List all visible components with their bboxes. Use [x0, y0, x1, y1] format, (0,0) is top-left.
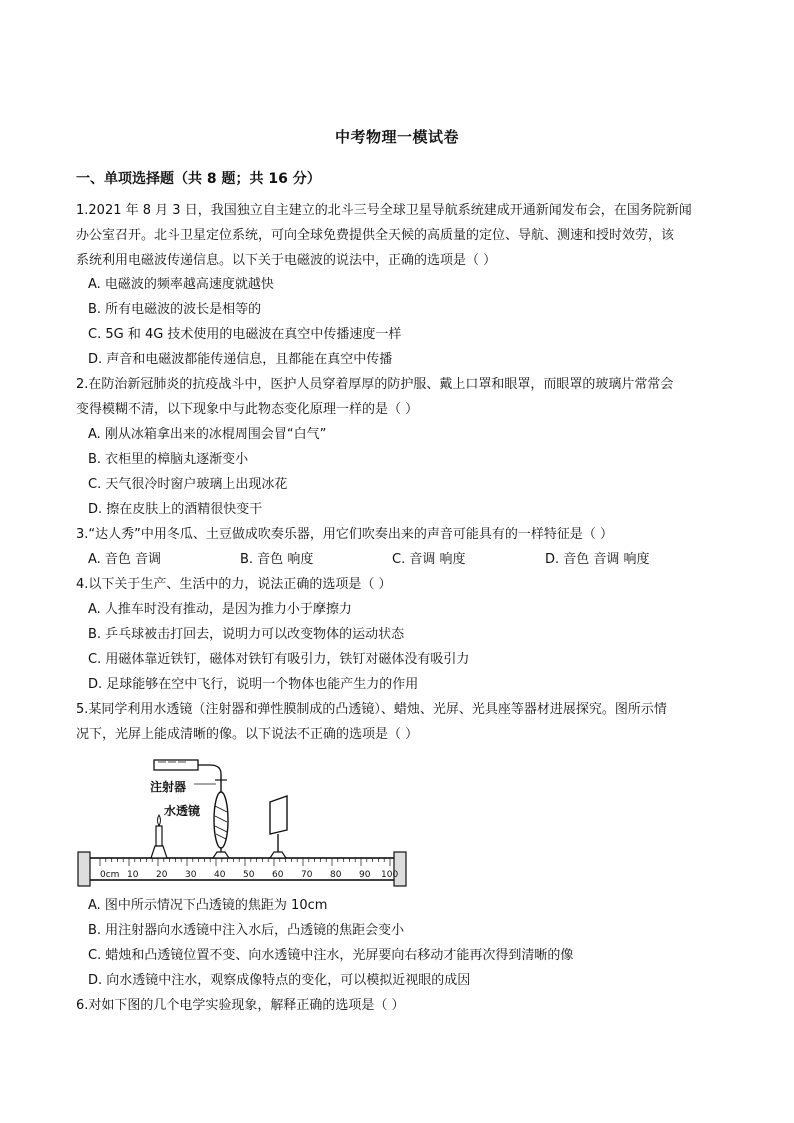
- syringe-tube: [210, 765, 221, 774]
- ruler-label-30: 30: [185, 870, 197, 880]
- q3-line-1: 3.“达人秀”中用冬瓜、土豆做成吹奏乐器，用它们吹奏出来的声音可能具有的一样特征是（ ）: [76, 527, 614, 542]
- q2-line-1: 2.在防治新冠肺炎的抗疫战斗中，医护人员穿着厚厚的防护服、戴上口罩和眼罩，而眼罩的玻璃片常常会: [76, 377, 674, 392]
- candle-holder: [151, 846, 167, 858]
- q2-option-c: C. 天气很冷时窗户玻璃上出现冰花: [88, 477, 288, 492]
- candle: [151, 815, 167, 858]
- ruler-label-20: 20: [156, 870, 168, 880]
- q2-line-2: 变得模糊不清，以下现象中与此物态变化原理一样的是（ ）: [76, 402, 419, 417]
- water-lens: [213, 774, 229, 858]
- ruler-label-80: 80: [330, 870, 342, 880]
- q3-option-c: C. 音调 响度: [392, 552, 466, 567]
- light-screen: [270, 796, 287, 858]
- q4-option-a: A. 人推车时没有推动，是因为推力小于摩擦力: [88, 602, 352, 617]
- q5-line-1: 5.某同学利用水透镜（注射器和弹性膜制成的凸透镜）、蜡烛、光屏、光具座等器材进展探究。图所示情: [76, 702, 667, 717]
- q5-option-d: D. 向水透镜中注水，观察成像特点的变化，可以模拟近视眼的成因: [88, 973, 471, 988]
- water-lens-label: 水透镜: [164, 804, 201, 818]
- light-screen-holder: [270, 852, 286, 858]
- water-lens-holder: [213, 852, 229, 858]
- page-title: 中考物理一模试卷: [334, 128, 459, 146]
- q5-line-2: 况下，光屏上能成清晰的像。以下说法不正确的选项是（ ）: [76, 727, 419, 742]
- q4-line-1: 4.以下关于生产、生活中的力，说法正确的选项是（ ）: [76, 577, 392, 592]
- q3-option-a: A. 音色 音调: [88, 552, 162, 567]
- ruler-label-70: 70: [301, 870, 313, 880]
- light-screen-panel: [270, 796, 287, 834]
- q1-option-c: C. 5G 和 4G 技术使用的电磁波在真空中传播速度一样: [88, 327, 402, 342]
- q2-option-d: D. 擦在皮肤上的酒精很快变干: [88, 502, 263, 517]
- q1-option-b: B. 所有电磁波的波长是相等的: [88, 302, 262, 317]
- q4-option-d: D. 足球能够在空中飞行，说明一个物体也能产生力的作用: [88, 677, 419, 692]
- water-lens-body: [214, 792, 228, 848]
- q1-option-a: A. 电磁波的频率越高速度就越快: [88, 277, 274, 292]
- ruler-label-100: 100: [381, 870, 399, 880]
- ruler-label-90: 90: [359, 870, 371, 880]
- q5-option-b: B. 用注射器向水透镜中注入水后，凸透镜的焦距会变小: [88, 923, 405, 938]
- optical-bench-figure: [76, 754, 408, 888]
- q1-line-3: 系统利用电磁波传递信息。以下关于电磁波的说法中，正确的选项是（ ）: [76, 253, 497, 268]
- ruler-label-10: 10: [127, 870, 139, 880]
- candle-flame: [158, 815, 161, 826]
- ruler-end-left: [78, 852, 90, 886]
- ruler-label-0: 0cm: [100, 870, 120, 880]
- q4-option-c: C. 用磁体靠近铁钉，磁体对铁钉有吸引力，铁钉对磁体没有吸引力: [88, 652, 470, 667]
- q3-option-b: B. 音色 响度: [240, 552, 314, 567]
- q1-line-1: 1.2021 年 8 月 3 日，我国独立自主建立的北斗三号全球卫星导航系统建成开通新闻发布会，在国务院新闻: [76, 203, 692, 218]
- q5-option-a: A. 图中所示情况下凸透镜的焦距为 10cm: [88, 898, 328, 913]
- q2-option-a: A. 刚从冰箱拿出来的冰棍周围会冒“白气”: [88, 427, 327, 442]
- q2-option-b: B. 衣柜里的樟脑丸逐渐变小: [88, 452, 249, 467]
- ruler-label-60: 60: [272, 870, 284, 880]
- q1-option-d: D. 声音和电磁波都能传递信息，且都能在真空中传播: [88, 352, 393, 367]
- ruler-label-40: 40: [214, 870, 226, 880]
- q1-line-2: 办公室召开。北斗卫星定位系统，可向全球免费提供全天候的高质量的定位、导航、测速和授时效劳，该: [76, 228, 675, 243]
- ruler-end-right: [394, 852, 406, 886]
- syringe: [150, 760, 221, 794]
- candle-body: [156, 826, 162, 846]
- q4-option-b: B. 乒乓球被击打回去，说明力可以改变物体的运动状态: [88, 627, 405, 642]
- syringe-label: 注射器: [150, 780, 187, 794]
- q3-option-d: D. 音色 音调 响度: [545, 552, 650, 567]
- section-heading: 一、单项选择题（共 8 题；共 16 分）: [76, 171, 321, 187]
- q6-line-1: 6.对如下图的几个电学实验现象，解释正确的选项是（ ）: [76, 998, 405, 1013]
- ruler-label-50: 50: [243, 870, 255, 880]
- syringe-barrel: [154, 760, 198, 770]
- q5-option-c: C. 蜡烛和凸透镜位置不变、向水透镜中注水，光屏要向右移动才能再次得到清晰的像: [88, 948, 574, 963]
